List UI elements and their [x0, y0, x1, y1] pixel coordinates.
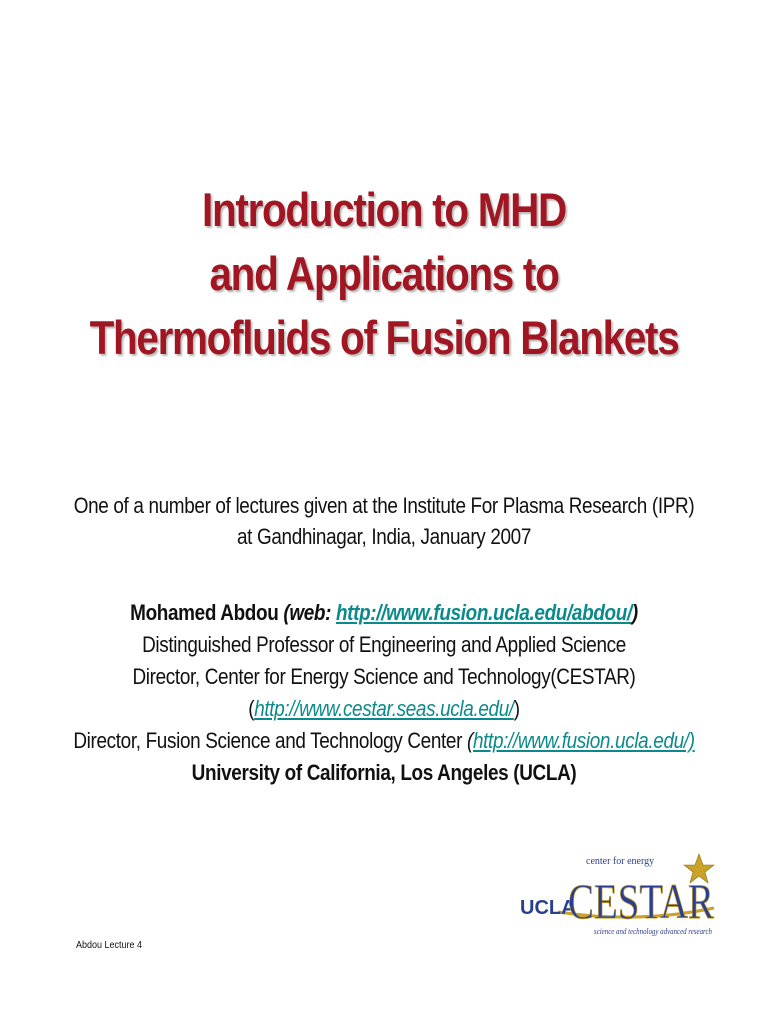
author-web-link[interactable]: http://www.fusion.ucla.edu/abdou/ [335, 600, 632, 625]
lecture-description [54, 490, 714, 552]
cestar-link[interactable]: http://www.cestar.seas.ucla.edu/ [254, 696, 514, 721]
title-line-2: and Applications to [209, 247, 559, 300]
logo-ucla-text: UCLA [520, 897, 576, 919]
logo-cestar-text: CESTAR [568, 873, 715, 929]
subtitle-line-1: One of a number of lectures given at the Institute For Plasma Research (IPR) [73, 493, 695, 518]
author-line [54, 597, 714, 629]
author-position-2: Director, Center for Energy Science and Technology(CESTAR) [132, 664, 636, 689]
cestar-link-line [54, 693, 714, 725]
logo-top-text: center for energy [586, 856, 655, 867]
web-suffix: ) [631, 600, 638, 625]
web-prefix: (web: [278, 600, 336, 625]
author-position-3 [54, 725, 714, 757]
logo-bottom-text: science and technology advanced research [594, 927, 712, 936]
title-line-3: Thermofluids of Fusion Blankets [89, 311, 679, 364]
author-block [54, 597, 714, 789]
fusion-link[interactable]: http://www.fusion.ucla.edu/) [472, 728, 695, 753]
university-name: University of California, Los Angeles (UCLA) [191, 760, 577, 785]
cestar-close-paren: ) [513, 696, 520, 721]
subtitle-line-2: at Gandhinagar, India, January 2007 [236, 524, 532, 549]
position3-text: Director, Fusion Science and Technology Center [73, 728, 467, 753]
cestar-logo [518, 852, 718, 942]
cestar-open-paren: ( [248, 696, 255, 721]
author-position-1: Distinguished Professor of Engineering and Applied Science [142, 632, 626, 657]
slide-title [54, 178, 714, 370]
fusion-open-paren: ( [466, 728, 473, 753]
title-line-1: Introduction to MHD [202, 183, 566, 236]
slide-footer: Abdou Lecture 4 [76, 940, 143, 951]
author-name: Mohamed Abdou [130, 600, 279, 625]
